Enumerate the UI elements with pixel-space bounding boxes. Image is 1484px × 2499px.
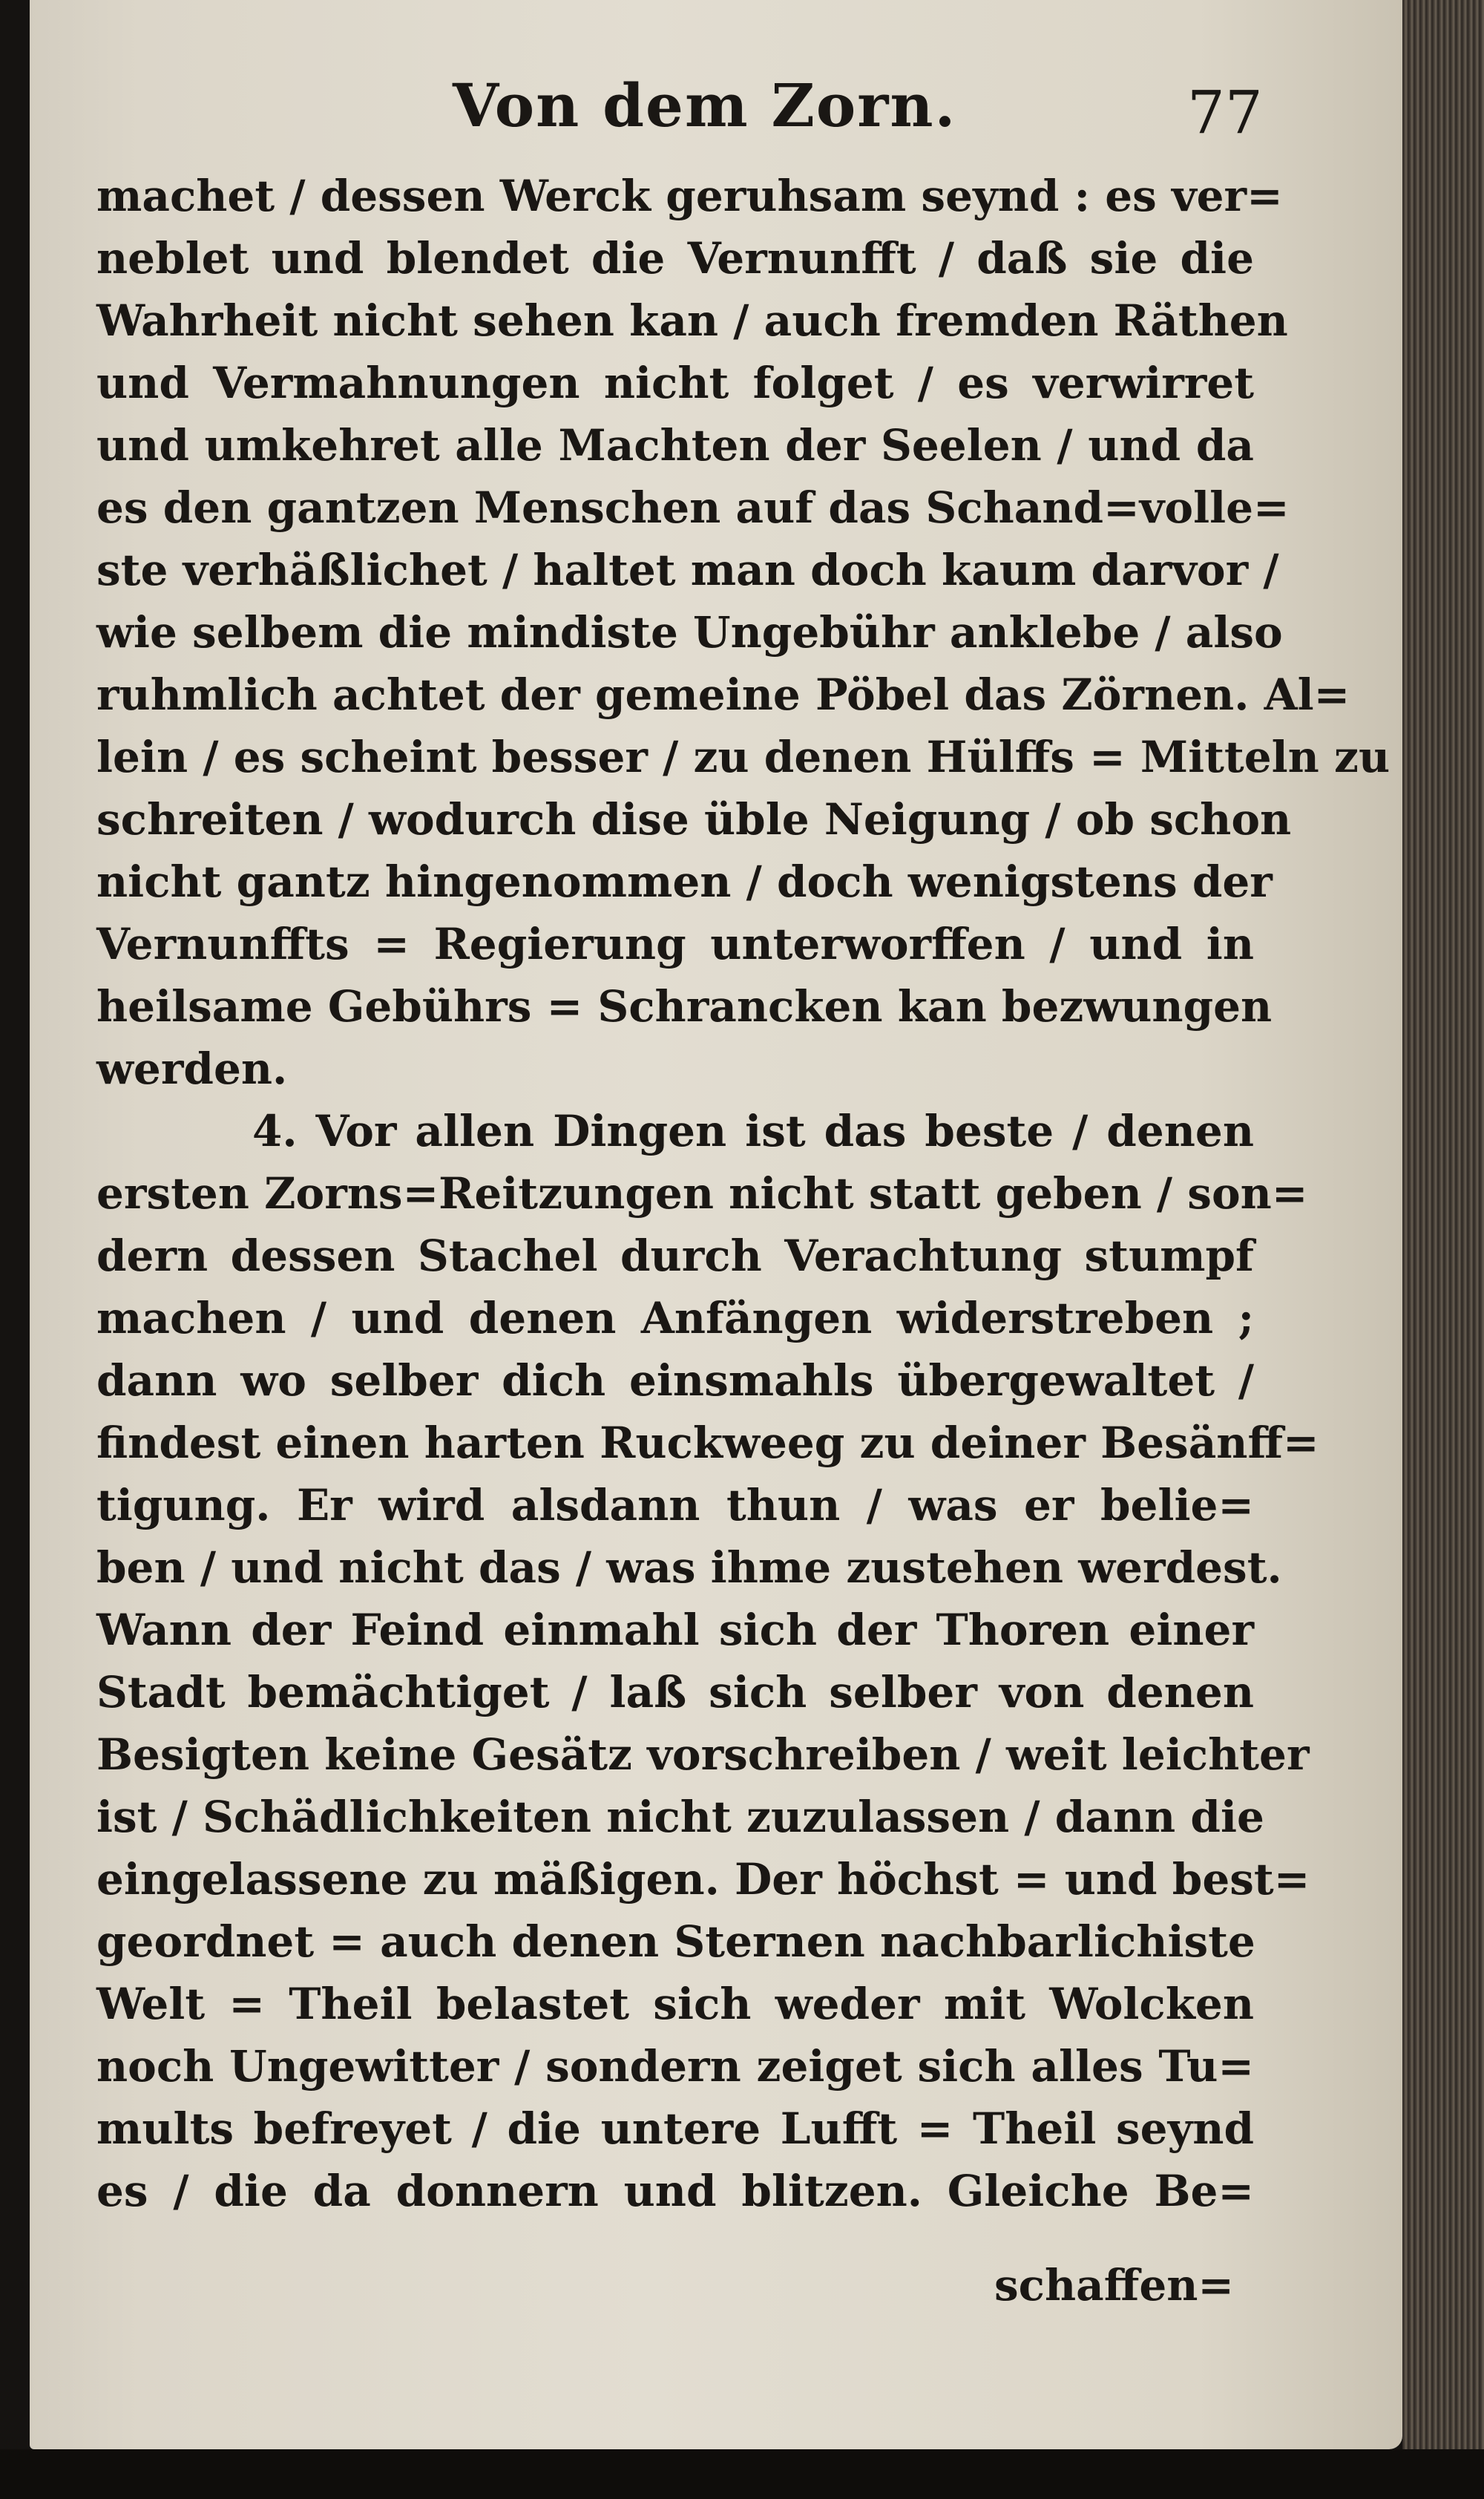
- text-line: es / die da donnern und blitzen. Gleiche Be=: [96, 2166, 1254, 2216]
- text-line: ben / und nicht das / was ihme zustehen werdest.: [96, 1542, 1282, 1593]
- text-line: heilsame Gebührs = Schrancken kan bezwungen: [96, 981, 1273, 1032]
- catchword: schaffen=: [994, 2260, 1234, 2310]
- text-line: Vernunffts = Regierung unterworffen / und in: [96, 919, 1254, 969]
- text-line: tigung. Er wird alsdann thun / was er belie=: [96, 1480, 1254, 1530]
- page-edge-stack: [1402, 0, 1484, 2499]
- running-title: Von dem Zorn.: [453, 71, 957, 140]
- text-line: ist / Schädlichkeiten nicht zuzulassen / dann die: [96, 1792, 1264, 1842]
- page-number: 77: [1187, 78, 1263, 147]
- text-line: ruhmlich achtet der gemeine Pöbel das Zörnen. Al=: [96, 669, 1350, 720]
- text-line: eingelassene zu mäßigen. Der höchst = und best=: [96, 1854, 1310, 1904]
- text-line: und Vermahnungen nicht folget / es verwirret: [96, 358, 1254, 408]
- bottom-shadow: [0, 2449, 1484, 2499]
- text-line: Besigten keine Gesätz vorschreiben / weit leichter: [96, 1729, 1310, 1780]
- text-line: dern dessen Stachel durch Verachtung stumpf: [96, 1231, 1254, 1281]
- text-line: es den gantzen Menschen auf das Schand=volle=: [96, 482, 1290, 533]
- text-line: findest einen harten Ruckweeg zu deiner Besänff=: [96, 1418, 1319, 1468]
- text-line: und umkehret alle Machten der Seelen / und da: [96, 420, 1254, 471]
- text-line: Wann der Feind einmahl sich der Thoren einer: [96, 1605, 1254, 1655]
- text-line: nicht gantz hingenommen / doch wenigstens der: [96, 857, 1273, 907]
- text-line: wie selbem die mindiste Ungebühr anklebe / also: [96, 607, 1283, 658]
- book-page: [30, 0, 1402, 2449]
- text-line: lein / es scheint besser / zu denen Hülffs = Mitteln zu: [96, 732, 1391, 782]
- text-line: ste verhäßlichet / haltet man doch kaum darvor /: [96, 545, 1279, 595]
- text-line: noch Ungewitter / sondern zeiget sich alles Tu=: [96, 2041, 1254, 2092]
- text-line: neblet und blendet die Vernunfft / daß sie die: [96, 233, 1254, 284]
- text-line: machet / dessen Werck geruhsam seynd : es ver=: [96, 171, 1283, 221]
- text-line: ersten Zorns=Reitzungen nicht statt geben / son=: [96, 1168, 1308, 1219]
- text-line: dann wo selber dich einsmahls übergewaltet /: [96, 1355, 1254, 1406]
- text-line: Welt = Theil belastet sich weder mit Wolcken: [96, 1979, 1254, 2029]
- paragraph-start-line: 4. Vor allen Dingen ist das beste / denen: [252, 1106, 1254, 1156]
- page-header: [30, 71, 1402, 160]
- text-line: Stadt bemächtiget / laß sich selber von denen: [96, 1667, 1254, 1717]
- body-text: [96, 165, 1391, 2222]
- text-line: geordnet = auch denen Sternen nachbarlichiste: [96, 1916, 1255, 1967]
- text-line: schreiten / wodurch dise üble Neigung / ob schon: [96, 794, 1292, 845]
- text-line: Wahrheit nicht sehen kan / auch fremden Räthen: [96, 295, 1288, 346]
- text-line: mults befreyet / die untere Lufft = Theil seynd: [96, 2103, 1254, 2154]
- text-line: werden.: [96, 1044, 288, 1094]
- text-line: machen / und denen Anfängen widerstreben ;: [96, 1293, 1254, 1343]
